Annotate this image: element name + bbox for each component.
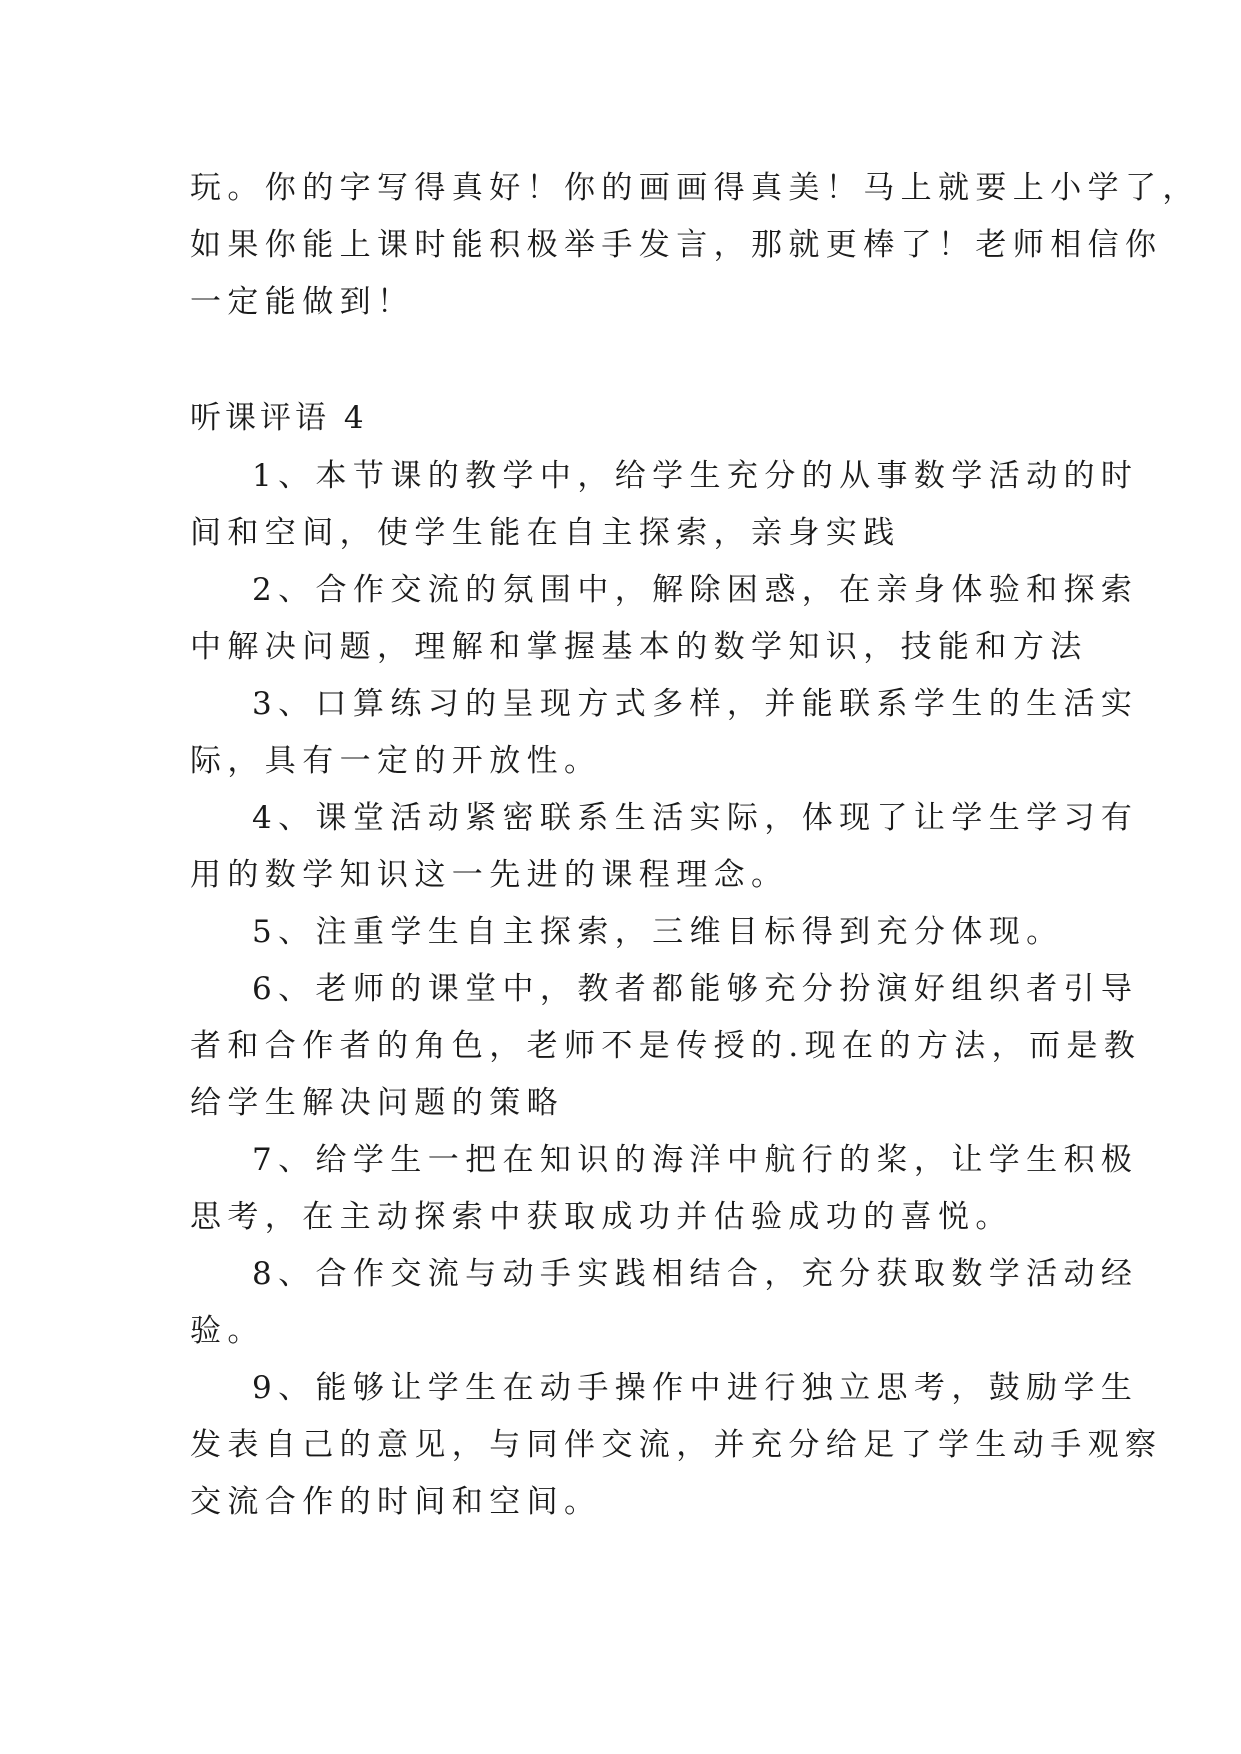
intro-line-2: 如果你能上课时能积极举手发言，那就更棒了！老师相信你 [190,227,1163,263]
item-9-line-3: 交流合作的时间和空间。 [190,1484,602,1520]
item-2-line-1: 2、合作交流的氛围中，解除困惑，在亲身体验和探索 [252,572,1139,608]
item-5-line-1: 5、注重学生自主探索，三维目标得到充分体现。 [252,914,1064,950]
item-8-line-1: 8、合作交流与动手实践相结合，充分获取数学活动经 [252,1256,1139,1292]
item-3-line-1: 3、口算练习的呈现方式多样，并能联系学生的生活实 [252,686,1139,722]
item-3-line-2: 际，具有一定的开放性。 [190,743,602,779]
item-2-line-2: 中解决问题，理解和掌握基本的数学知识，技能和方法 [190,629,1088,665]
item-6-line-1: 6、老师的课堂中，教者都能够充分扮演好组织者引导 [252,971,1139,1007]
item-6-line-2: 者和合作者的角色，老师不是传授的.现在的方法，而是教 [190,1028,1142,1064]
intro-line-3: 一定能做到！ [190,284,415,320]
item-9-line-1: 9、能够让学生在动手操作中进行独立思考，鼓励学生 [252,1370,1139,1406]
item-4-line-1: 4、课堂活动紧密联系生活实际，体现了让学生学习有 [252,800,1139,836]
item-7-line-2: 思考，在主动探索中获取成功并估验成功的喜悦。 [190,1199,1013,1235]
item-6-line-3: 给学生解决问题的策略 [190,1085,564,1121]
intro-line-1: 玩。你的字写得真好！你的画画得真美！马上就要上小学了， [190,170,1200,206]
item-1-line-2: 间和空间，使学生能在自主探索，亲身实践 [190,515,901,551]
item-1-line-1: 1、本节课的教学中，给学生充分的从事数学活动的时 [252,458,1139,494]
item-9-line-2: 发表自己的意见，与同伴交流，并充分给足了学生动手观察 [190,1427,1163,1463]
item-4-line-2: 用的数学知识这一先进的课程理念。 [190,857,789,893]
item-7-line-1: 7、给学生一把在知识的海洋中航行的桨，让学生积极 [252,1142,1139,1178]
section-title: 听课评语 4 [190,400,368,436]
item-8-line-2: 验。 [190,1313,265,1349]
